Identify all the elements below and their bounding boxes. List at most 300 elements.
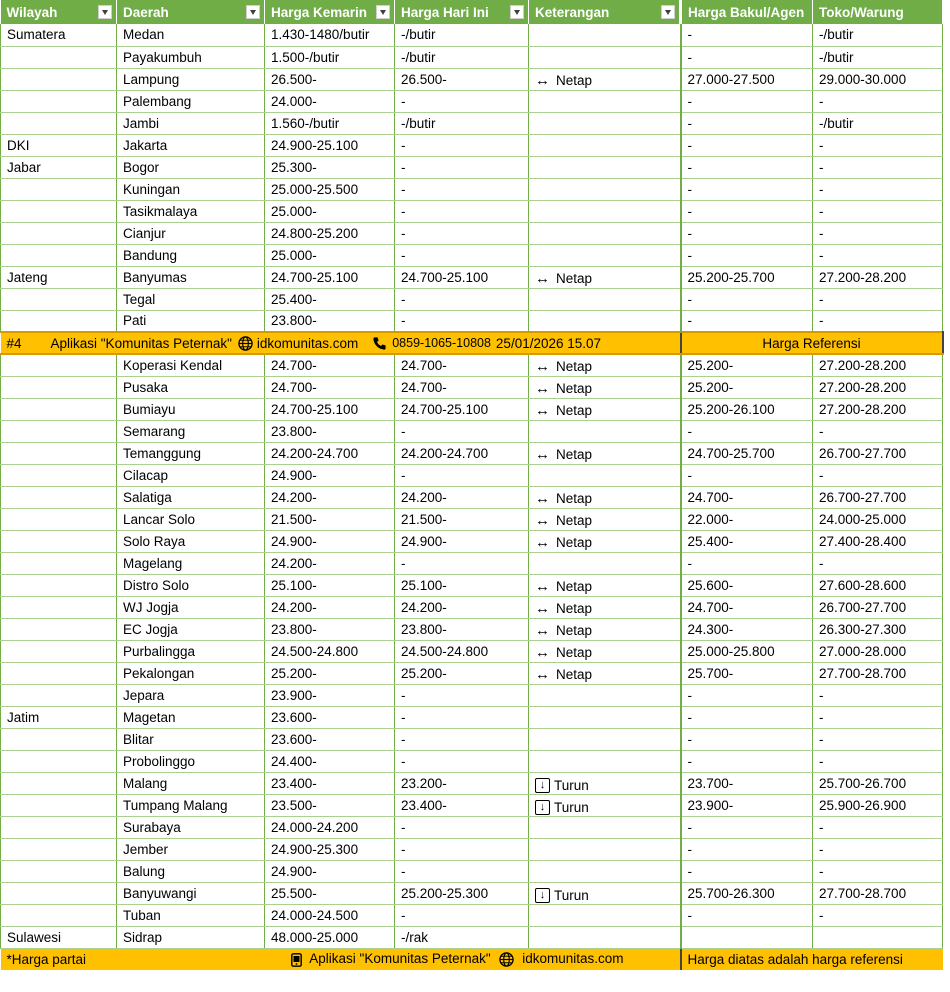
cell-daerah[interactable] <box>117 772 265 794</box>
cell-daerah[interactable] <box>117 420 265 442</box>
cell-kemarin[interactable] <box>265 926 395 948</box>
cell-text: - <box>819 247 824 263</box>
cell-kemarin[interactable] <box>265 442 395 464</box>
cell-ket[interactable] <box>529 662 681 684</box>
cell-hari-ini[interactable] <box>395 24 529 46</box>
cell-toko[interactable] <box>813 574 943 596</box>
cell-bakul[interactable] <box>681 222 813 244</box>
cell-daerah[interactable] <box>117 134 265 156</box>
cell-bakul[interactable] <box>681 68 813 90</box>
cell-toko[interactable] <box>813 90 943 112</box>
cell-kemarin[interactable] <box>265 112 395 134</box>
cell-ket[interactable] <box>529 794 681 816</box>
cell-hari-ini[interactable] <box>395 244 529 266</box>
cell-wilayah[interactable] <box>1 464 117 486</box>
cell-bakul[interactable] <box>681 706 813 728</box>
cell-daerah[interactable] <box>117 222 265 244</box>
filter-dropdown-icon[interactable] <box>510 5 524 19</box>
cell-ket[interactable] <box>529 68 681 90</box>
cell-wilayah[interactable] <box>1 90 117 112</box>
cell-toko[interactable] <box>813 684 943 706</box>
cell-kemarin[interactable] <box>265 46 395 68</box>
cell-kemarin[interactable] <box>265 882 395 904</box>
cell-wilayah[interactable] <box>1 222 117 244</box>
cell-ket[interactable] <box>529 926 681 948</box>
cell-bakul[interactable] <box>681 838 813 860</box>
cell-ket[interactable] <box>529 552 681 574</box>
cell-toko[interactable] <box>813 750 943 772</box>
cell-toko[interactable] <box>813 24 943 46</box>
cell-kemarin[interactable] <box>265 794 395 816</box>
cell-wilayah[interactable] <box>1 552 117 574</box>
cell-kemarin[interactable] <box>265 750 395 772</box>
cell-wilayah[interactable] <box>1 112 117 134</box>
cell-wilayah[interactable] <box>1 728 117 750</box>
cell-kemarin[interactable] <box>265 618 395 640</box>
cell-daerah[interactable] <box>117 596 265 618</box>
cell-bakul[interactable] <box>681 684 813 706</box>
cell-daerah[interactable] <box>117 46 265 68</box>
cell-toko[interactable] <box>813 772 943 794</box>
cell-text: - <box>687 159 692 175</box>
cell-ket[interactable] <box>529 442 681 464</box>
cell-wilayah[interactable] <box>1 750 117 772</box>
cell-wilayah[interactable] <box>1 926 117 948</box>
cell-wilayah[interactable] <box>1 442 117 464</box>
cell-daerah[interactable] <box>117 508 265 530</box>
cell-toko[interactable] <box>813 244 943 266</box>
cell-toko[interactable] <box>813 728 943 750</box>
cell-hari-ini[interactable] <box>395 904 529 926</box>
cell-bakul[interactable] <box>681 288 813 310</box>
cell-daerah[interactable] <box>117 816 265 838</box>
cell-bakul[interactable] <box>681 882 813 904</box>
cell-bakul[interactable] <box>681 772 813 794</box>
cell-kemarin[interactable] <box>265 178 395 200</box>
cell-hari-ini[interactable] <box>395 376 529 398</box>
cell-daerah[interactable] <box>117 904 265 926</box>
cell-daerah[interactable] <box>117 112 265 134</box>
cell-wilayah[interactable] <box>1 200 117 222</box>
cell-hari-ini[interactable] <box>395 750 529 772</box>
cell-daerah[interactable] <box>117 90 265 112</box>
cell-toko[interactable] <box>813 288 943 310</box>
cell-kemarin[interactable] <box>265 860 395 882</box>
cell-wilayah[interactable] <box>1 486 117 508</box>
cell-hari-ini[interactable] <box>395 530 529 552</box>
cell-bakul[interactable] <box>681 354 813 376</box>
cell-ket[interactable] <box>529 618 681 640</box>
cell-bakul[interactable] <box>681 24 813 46</box>
cell-daerah[interactable] <box>117 376 265 398</box>
cell-ket[interactable] <box>529 398 681 420</box>
cell-hari-ini[interactable] <box>395 486 529 508</box>
cell-bakul[interactable] <box>681 794 813 816</box>
cell-daerah[interactable] <box>117 706 265 728</box>
cell-kemarin[interactable] <box>265 816 395 838</box>
cell-kemarin[interactable] <box>265 354 395 376</box>
cell-bakul[interactable] <box>681 750 813 772</box>
cell-kemarin[interactable] <box>265 662 395 684</box>
cell-daerah[interactable] <box>117 618 265 640</box>
cell-bakul[interactable] <box>681 46 813 68</box>
banner-website[interactable]: idkomunitas.com <box>256 335 359 351</box>
cell-ket[interactable] <box>529 838 681 860</box>
cell-daerah[interactable] <box>117 486 265 508</box>
filter-dropdown-icon[interactable] <box>246 5 260 19</box>
cell-daerah[interactable] <box>117 310 265 332</box>
cell-wilayah[interactable] <box>1 420 117 442</box>
cell-kemarin[interactable] <box>265 596 395 618</box>
cell-hari-ini[interactable] <box>395 46 529 68</box>
cell-bakul[interactable] <box>681 574 813 596</box>
cell-bakul[interactable] <box>681 728 813 750</box>
cell-wilayah[interactable] <box>1 68 117 90</box>
cell-toko[interactable] <box>813 552 943 574</box>
cell-daerah[interactable] <box>117 794 265 816</box>
cell-hari-ini[interactable] <box>395 816 529 838</box>
cell-kemarin[interactable] <box>265 772 395 794</box>
cell-hari-ini[interactable] <box>395 508 529 530</box>
cell-bakul[interactable] <box>681 156 813 178</box>
cell-hari-ini[interactable] <box>395 222 529 244</box>
cell-kemarin[interactable] <box>265 464 395 486</box>
cell-wilayah[interactable] <box>1 288 117 310</box>
cell-wilayah[interactable] <box>1 574 117 596</box>
cell-kemarin[interactable] <box>265 222 395 244</box>
cell-ket[interactable] <box>529 728 681 750</box>
cell-kemarin[interactable] <box>265 266 395 288</box>
cell-text: 29.000-30.000 <box>819 71 907 87</box>
cell-bakul[interactable] <box>681 618 813 640</box>
cell-kemarin[interactable] <box>265 574 395 596</box>
cell-ket[interactable] <box>529 904 681 926</box>
cell-daerah[interactable] <box>117 750 265 772</box>
filter-dropdown-icon[interactable] <box>98 5 112 19</box>
cell-ket[interactable] <box>529 684 681 706</box>
cell-wilayah[interactable] <box>1 398 117 420</box>
cell-bakul[interactable] <box>681 134 813 156</box>
footer-website[interactable]: idkomunitas.com <box>522 951 624 967</box>
cell-text: - <box>401 225 406 241</box>
cell-ket[interactable] <box>529 266 681 288</box>
cell-daerah[interactable] <box>117 24 265 46</box>
cell-daerah[interactable] <box>117 838 265 860</box>
cell-ket[interactable] <box>529 244 681 266</box>
cell-ket[interactable] <box>529 222 681 244</box>
cell-toko[interactable] <box>813 310 943 332</box>
cell-hari-ini[interactable] <box>395 860 529 882</box>
cell-toko[interactable] <box>813 838 943 860</box>
cell-toko[interactable] <box>813 178 943 200</box>
cell-ket[interactable] <box>529 200 681 222</box>
cell-ket[interactable] <box>529 530 681 552</box>
cell-wilayah[interactable] <box>1 706 117 728</box>
cell-daerah[interactable] <box>117 244 265 266</box>
cell-wilayah[interactable] <box>1 244 117 266</box>
cell-hari-ini[interactable] <box>395 398 529 420</box>
cell-wilayah[interactable] <box>1 508 117 530</box>
cell-kemarin[interactable] <box>265 904 395 926</box>
cell-wilayah[interactable] <box>1 838 117 860</box>
cell-kemarin[interactable] <box>265 376 395 398</box>
cell-toko[interactable] <box>813 882 943 904</box>
cell-wilayah[interactable] <box>1 794 117 816</box>
cell-toko[interactable] <box>813 508 943 530</box>
cell-ket[interactable] <box>529 508 681 530</box>
cell-ket[interactable] <box>529 134 681 156</box>
cell-toko[interactable] <box>813 46 943 68</box>
cell-bakul[interactable] <box>681 442 813 464</box>
cell-hari-ini[interactable] <box>395 552 529 574</box>
cell-daerah[interactable] <box>117 68 265 90</box>
cell-ket[interactable] <box>529 706 681 728</box>
cell-hari-ini[interactable] <box>395 310 529 332</box>
cell-daerah[interactable] <box>117 288 265 310</box>
cell-toko[interactable] <box>813 464 943 486</box>
cell-daerah[interactable] <box>117 882 265 904</box>
cell-wilayah[interactable] <box>1 596 117 618</box>
cell-bakul[interactable] <box>681 420 813 442</box>
cell-toko[interactable] <box>813 706 943 728</box>
cell-bakul[interactable] <box>681 200 813 222</box>
cell-kemarin[interactable] <box>265 310 395 332</box>
cell-bakul[interactable] <box>681 662 813 684</box>
cell-toko[interactable] <box>813 266 943 288</box>
cell-ket[interactable] <box>529 24 681 46</box>
cell-hari-ini[interactable] <box>395 706 529 728</box>
cell-kemarin[interactable] <box>265 706 395 728</box>
cell-ket[interactable] <box>529 882 681 904</box>
cell-bakul[interactable] <box>681 310 813 332</box>
cell-toko[interactable] <box>813 68 943 90</box>
cell-hari-ini[interactable] <box>395 420 529 442</box>
cell-bakul[interactable] <box>681 398 813 420</box>
cell-daerah[interactable] <box>117 156 265 178</box>
cell-bakul[interactable] <box>681 904 813 926</box>
cell-ket[interactable] <box>529 574 681 596</box>
cell-wilayah[interactable] <box>1 530 117 552</box>
cell-kemarin[interactable] <box>265 684 395 706</box>
cell-bakul[interactable] <box>681 464 813 486</box>
cell-wilayah[interactable] <box>1 882 117 904</box>
cell-daerah[interactable] <box>117 530 265 552</box>
cell-daerah[interactable] <box>117 926 265 948</box>
cell-wilayah[interactable] <box>1 684 117 706</box>
cell-daerah[interactable] <box>117 398 265 420</box>
cell-hari-ini[interactable] <box>395 200 529 222</box>
cell-hari-ini[interactable] <box>395 662 529 684</box>
cell-toko[interactable] <box>813 662 943 684</box>
cell-toko[interactable] <box>813 904 943 926</box>
cell-bakul[interactable] <box>681 486 813 508</box>
cell-wilayah[interactable] <box>1 46 117 68</box>
cell-kemarin[interactable] <box>265 288 395 310</box>
cell-wilayah[interactable] <box>1 904 117 926</box>
cell-kemarin[interactable] <box>265 244 395 266</box>
cell-wilayah[interactable] <box>1 618 117 640</box>
cell-toko[interactable] <box>813 376 943 398</box>
cell-wilayah[interactable] <box>1 134 117 156</box>
cell-hari-ini[interactable] <box>395 596 529 618</box>
cell-hari-ini[interactable] <box>395 178 529 200</box>
cell-bakul[interactable] <box>681 640 813 662</box>
cell-toko[interactable] <box>813 618 943 640</box>
cell-ket[interactable] <box>529 464 681 486</box>
cell-ket[interactable] <box>529 354 681 376</box>
cell-hari-ini[interactable] <box>395 882 529 904</box>
cell-toko[interactable] <box>813 794 943 816</box>
cell-ket[interactable] <box>529 486 681 508</box>
cell-toko[interactable] <box>813 420 943 442</box>
cell-daerah[interactable] <box>117 662 265 684</box>
cell-toko[interactable] <box>813 222 943 244</box>
cell-daerah[interactable] <box>117 640 265 662</box>
cell-ket[interactable] <box>529 288 681 310</box>
cell-hari-ini[interactable] <box>395 266 529 288</box>
cell-bakul[interactable] <box>681 552 813 574</box>
cell-bakul[interactable] <box>681 266 813 288</box>
cell-wilayah[interactable] <box>1 156 117 178</box>
cell-ket[interactable] <box>529 178 681 200</box>
cell-daerah[interactable] <box>117 684 265 706</box>
cell-daerah[interactable] <box>117 178 265 200</box>
cell-hari-ini[interactable] <box>395 464 529 486</box>
cell-daerah[interactable] <box>117 728 265 750</box>
cell-kemarin[interactable] <box>265 728 395 750</box>
cell-ket[interactable] <box>529 310 681 332</box>
cell-kemarin[interactable] <box>265 552 395 574</box>
cell-hari-ini[interactable] <box>395 68 529 90</box>
cell-bakul[interactable] <box>681 816 813 838</box>
cell-hari-ini[interactable] <box>395 838 529 860</box>
cell-bakul[interactable] <box>681 244 813 266</box>
cell-kemarin[interactable] <box>265 134 395 156</box>
cell-daerah[interactable] <box>117 552 265 574</box>
cell-hari-ini[interactable] <box>395 684 529 706</box>
cell-ket[interactable] <box>529 860 681 882</box>
cell-ket[interactable] <box>529 376 681 398</box>
cell-hari-ini[interactable] <box>395 354 529 376</box>
cell-hari-ini[interactable] <box>395 772 529 794</box>
cell-hari-ini[interactable] <box>395 134 529 156</box>
cell-toko[interactable] <box>813 596 943 618</box>
cell-toko[interactable] <box>813 354 943 376</box>
cell-kemarin[interactable] <box>265 420 395 442</box>
cell-ket[interactable] <box>529 750 681 772</box>
cell-hari-ini[interactable] <box>395 728 529 750</box>
cell-bakul[interactable] <box>681 926 813 948</box>
cell-toko[interactable] <box>813 134 943 156</box>
cell-hari-ini[interactable] <box>395 640 529 662</box>
cell-daerah[interactable] <box>117 860 265 882</box>
cell-wilayah[interactable] <box>1 640 117 662</box>
cell-bakul[interactable] <box>681 90 813 112</box>
cell-kemarin[interactable] <box>265 508 395 530</box>
cell-toko[interactable] <box>813 486 943 508</box>
cell-toko[interactable] <box>813 860 943 882</box>
cell-ket[interactable] <box>529 46 681 68</box>
cell-daerah[interactable] <box>117 464 265 486</box>
cell-ket[interactable] <box>529 420 681 442</box>
cell-hari-ini[interactable] <box>395 574 529 596</box>
cell-bakul[interactable] <box>681 178 813 200</box>
cell-ket[interactable] <box>529 772 681 794</box>
cell-wilayah[interactable] <box>1 816 117 838</box>
cell-kemarin[interactable] <box>265 200 395 222</box>
cell-wilayah[interactable] <box>1 376 117 398</box>
cell-kemarin[interactable] <box>265 90 395 112</box>
cell-wilayah[interactable] <box>1 310 117 332</box>
cell-daerah[interactable] <box>117 354 265 376</box>
cell-kemarin[interactable] <box>265 486 395 508</box>
cell-bakul[interactable] <box>681 530 813 552</box>
cell-hari-ini[interactable] <box>395 618 529 640</box>
cell-ket[interactable] <box>529 596 681 618</box>
cell-wilayah[interactable] <box>1 354 117 376</box>
cell-hari-ini[interactable] <box>395 156 529 178</box>
cell-kemarin[interactable] <box>265 68 395 90</box>
cell-toko[interactable] <box>813 200 943 222</box>
cell-text: 21.500- <box>401 511 447 527</box>
cell-wilayah[interactable] <box>1 266 117 288</box>
cell-hari-ini[interactable] <box>395 112 529 134</box>
cell-bakul[interactable] <box>681 112 813 134</box>
cell-wilayah[interactable] <box>1 772 117 794</box>
cell-wilayah[interactable] <box>1 24 117 46</box>
cell-daerah[interactable] <box>117 200 265 222</box>
cell-ket[interactable] <box>529 112 681 134</box>
cell-daerah[interactable] <box>117 574 265 596</box>
cell-kemarin[interactable] <box>265 640 395 662</box>
cell-ket[interactable] <box>529 640 681 662</box>
cell-hari-ini[interactable] <box>395 442 529 464</box>
cell-kemarin[interactable] <box>265 530 395 552</box>
cell-ket[interactable] <box>529 816 681 838</box>
cell-toko[interactable] <box>813 530 943 552</box>
cell-toko[interactable] <box>813 156 943 178</box>
cell-wilayah[interactable] <box>1 860 117 882</box>
cell-kemarin[interactable] <box>265 156 395 178</box>
cell-hari-ini[interactable] <box>395 926 529 948</box>
cell-daerah[interactable] <box>117 266 265 288</box>
cell-ket[interactable] <box>529 156 681 178</box>
cell-kemarin[interactable] <box>265 398 395 420</box>
cell-kemarin[interactable] <box>265 838 395 860</box>
cell-kemarin[interactable] <box>265 24 395 46</box>
filter-dropdown-icon[interactable] <box>376 5 390 19</box>
cell-toko[interactable] <box>813 398 943 420</box>
cell-hari-ini[interactable] <box>395 794 529 816</box>
cell-bakul[interactable] <box>681 596 813 618</box>
cell-bakul[interactable] <box>681 376 813 398</box>
cell-wilayah[interactable] <box>1 662 117 684</box>
cell-toko[interactable] <box>813 112 943 134</box>
cell-daerah[interactable] <box>117 442 265 464</box>
cell-bakul[interactable] <box>681 860 813 882</box>
cell-text: - <box>401 181 406 197</box>
cell-toko[interactable] <box>813 640 943 662</box>
cell-ket[interactable] <box>529 90 681 112</box>
cell-hari-ini[interactable] <box>395 288 529 310</box>
cell-wilayah[interactable] <box>1 178 117 200</box>
cell-hari-ini[interactable] <box>395 90 529 112</box>
filter-dropdown-icon[interactable] <box>661 5 675 19</box>
cell-toko[interactable] <box>813 926 943 948</box>
cell-toko[interactable] <box>813 442 943 464</box>
cell-toko[interactable] <box>813 816 943 838</box>
cell-bakul[interactable] <box>681 508 813 530</box>
